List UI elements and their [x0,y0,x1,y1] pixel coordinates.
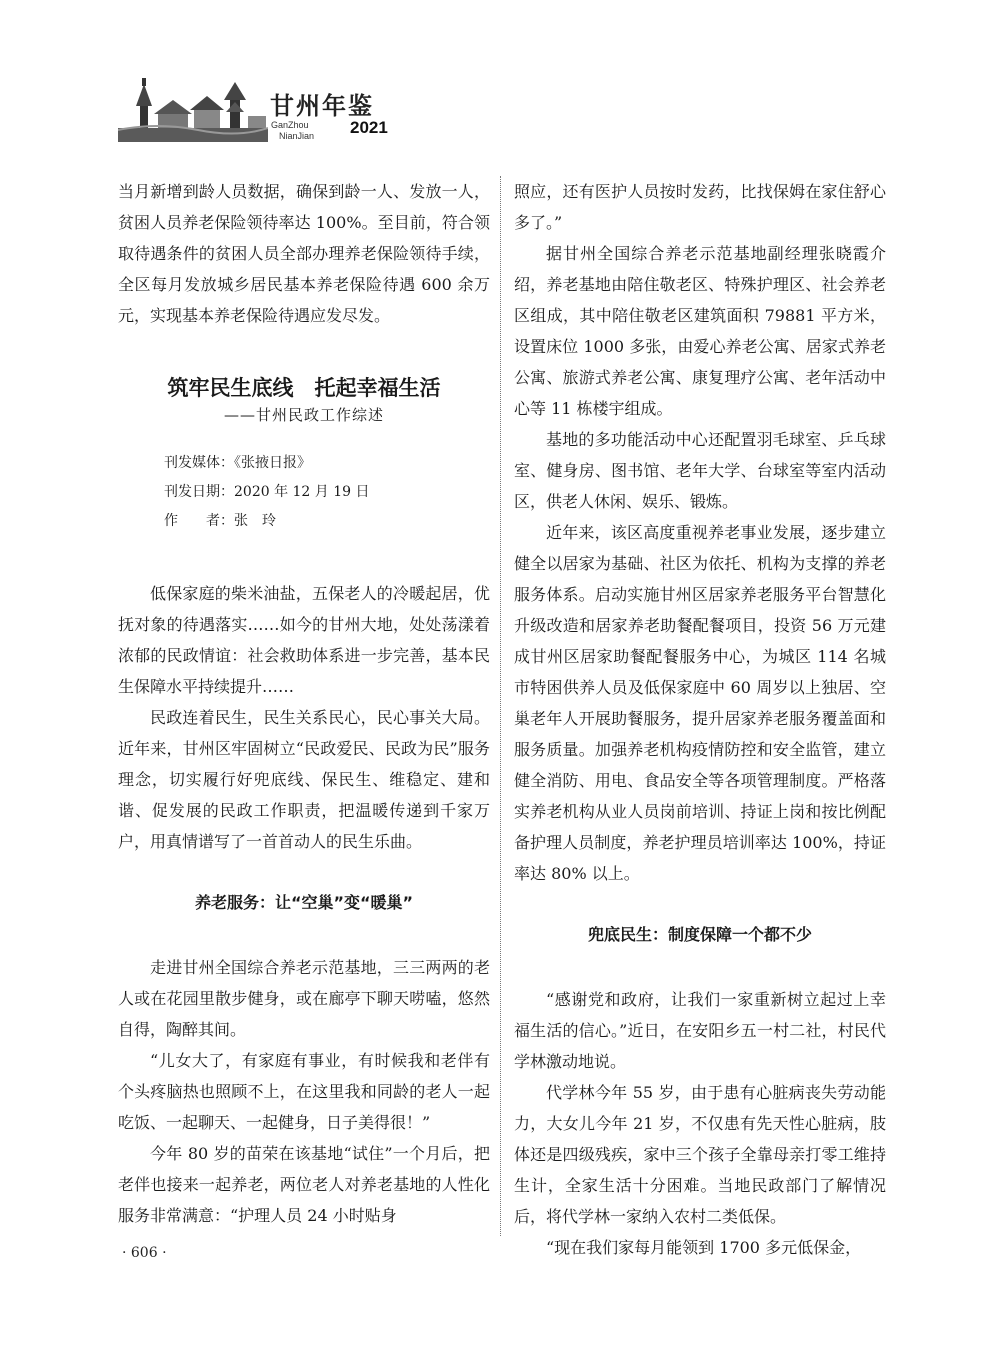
body-paragraph-1: 低保家庭的柴米油盐，五保老人的冷暖起居，优抚对象的待遇落实……如今的甘州大地，处处荡漾着浓郁的民政情谊：社会救助体系进一步完善，基本民生保障水平持续提升…… [118,584,490,696]
section-heading-social-security: 兜底民生：制度保障一个都不少 [587,925,812,944]
body-paragraph-r2: 据甘州全国综合养老示范基地副经理张晓霞介绍，养老基地由陪住敬老区、特殊护理区、社会养老区组成，其中陪住敬老区建筑面积 79881 平方米，设置床位 1000 多张，由爱心养老公寓、居家式养老公寓、旅游式养老公寓、康复理疗公寓、老年活动中心等 11 栋楼宇组成。 [514,244,886,418]
left-column [118,176,490,1231]
body-paragraph-r5: “感谢党和政府，让我们一家重新树立起过上幸福生活的信心。”近日，在安阳乡五一村二社，村民代学林激动地说。 [514,990,886,1071]
page-number: · 606 · [122,1245,167,1261]
meta-author: 作 者：张 玲 [164,513,276,529]
column-divider [500,176,501,1236]
body-paragraph-r7: “现在我们家每月能领到 1700 多元低保金， [546,1238,862,1257]
right-column [514,176,886,1263]
city-skyline-illustration [118,72,268,144]
pinyin-line-2: NianJian [279,131,315,141]
body-paragraph-r3: 基地的多功能活动中心还配置羽毛球室、乒乓球室、健身房、图书馆、老年大学、台球室等室内活动区，供老人休闲、娱乐、锻炼。 [514,430,886,511]
intro-paragraph: 当月新增到龄人员数据，确保到龄一人、发放一人，贫困人员养老保险领待率达 100%。至目前，符合领取待遇条件的贫困人员全部办理养老保险领待手续，全区每月发放城乡居民基本养老保险待遇 600 余万元，实现基本养老保险待遇应发尽发。 [118,182,490,325]
meta-media: 刊发媒体：《张掖日报》 [164,455,311,471]
yearbook-logo-text: 甘州年鉴 [270,91,374,120]
body-paragraph-5: 今年 80 岁的苗荣在该基地“试住”一个月后，把老伴也接来一起养老，两位老人对养老基地的人性化服务非常满意：“护理人员 24 小时贴身 [118,1144,490,1225]
meta-date: 刊发日期：2020 年 12 月 19 日 [164,484,370,500]
article-subtitle: ——甘州民政工作综述 [223,406,384,424]
body-paragraph-r4: 近年来，该区高度重视养老事业发展，逐步建立健全以居家为基础、社区为依托、机构为支撑的养老服务体系。启动实施甘州区居家养老服务平台智慧化升级改造和居家养老助餐配餐项目，投资 56 万元建成甘州区居家助餐配餐服务中心，为城区 114 名城市特困供养人员及低保家庭中 60 周岁以上独居、空巢老年人开展助餐服务，提升居家养老服务覆盖面和服务质量。加强养老机构疫情防控和安全监管，建立健全消防、用电、食品安全等各项管理制度。严格落实养老机构从业人员岗前培训、持证上岗和按比例配备护理人员制度，养老护理员培训率达 100%，持证率达 80% 以上。 [514,523,886,883]
yearbook-year: 2021 [350,118,388,137]
pinyin-line-1: GanZhou [271,120,309,130]
body-paragraph-2: 民政连着民生，民生关系民心，民心事关大局。近年来，甘州区牢固树立“民政爱民、民政为民”服务理念，切实履行好兜底线、保民生、维稳定、建和谐、促发展的民政工作职责，把温暖传递到千家万户，用真情谱写了一首首动人的民生乐曲。 [118,708,490,851]
body-paragraph-4: “儿女大了，有家庭有事业，有时候我和老伴有个头疼脑热也照顾不上，在这里我和同龄的老人一起吃饭、一起聊天、一起健身，日子美得很！” [118,1051,490,1132]
section-heading-elderly-care: 养老服务：让“空巢”变“暖巢” [194,893,414,912]
body-paragraph-r6: 代学林今年 55 岁，由于患有心脏病丧失劳动能力，大女儿今年 21 岁，不仅患有先天性心脏病，肢体还是四级残疾，家中三个孩子全靠母亲打零工维持生计，全家生活十分困难。当地民政部门了解情况后，将代学林一家纳入农村二类低保。 [514,1083,886,1226]
yearbook-header [118,72,418,147]
body-paragraph-3: 走进甘州全国综合养老示范基地，三三两两的老人或在花园里散步健身，或在廊亭下聊天唠嗑，悠然自得，陶醉其间。 [118,958,490,1039]
article-title: 筑牢民生底线 托起幸福生活 [167,376,441,400]
body-paragraph-r1: 照应，还有医护人员按时发药，比找保姆在家住舒心多了。” [514,182,886,232]
yearbook-pinyin [271,120,314,142]
